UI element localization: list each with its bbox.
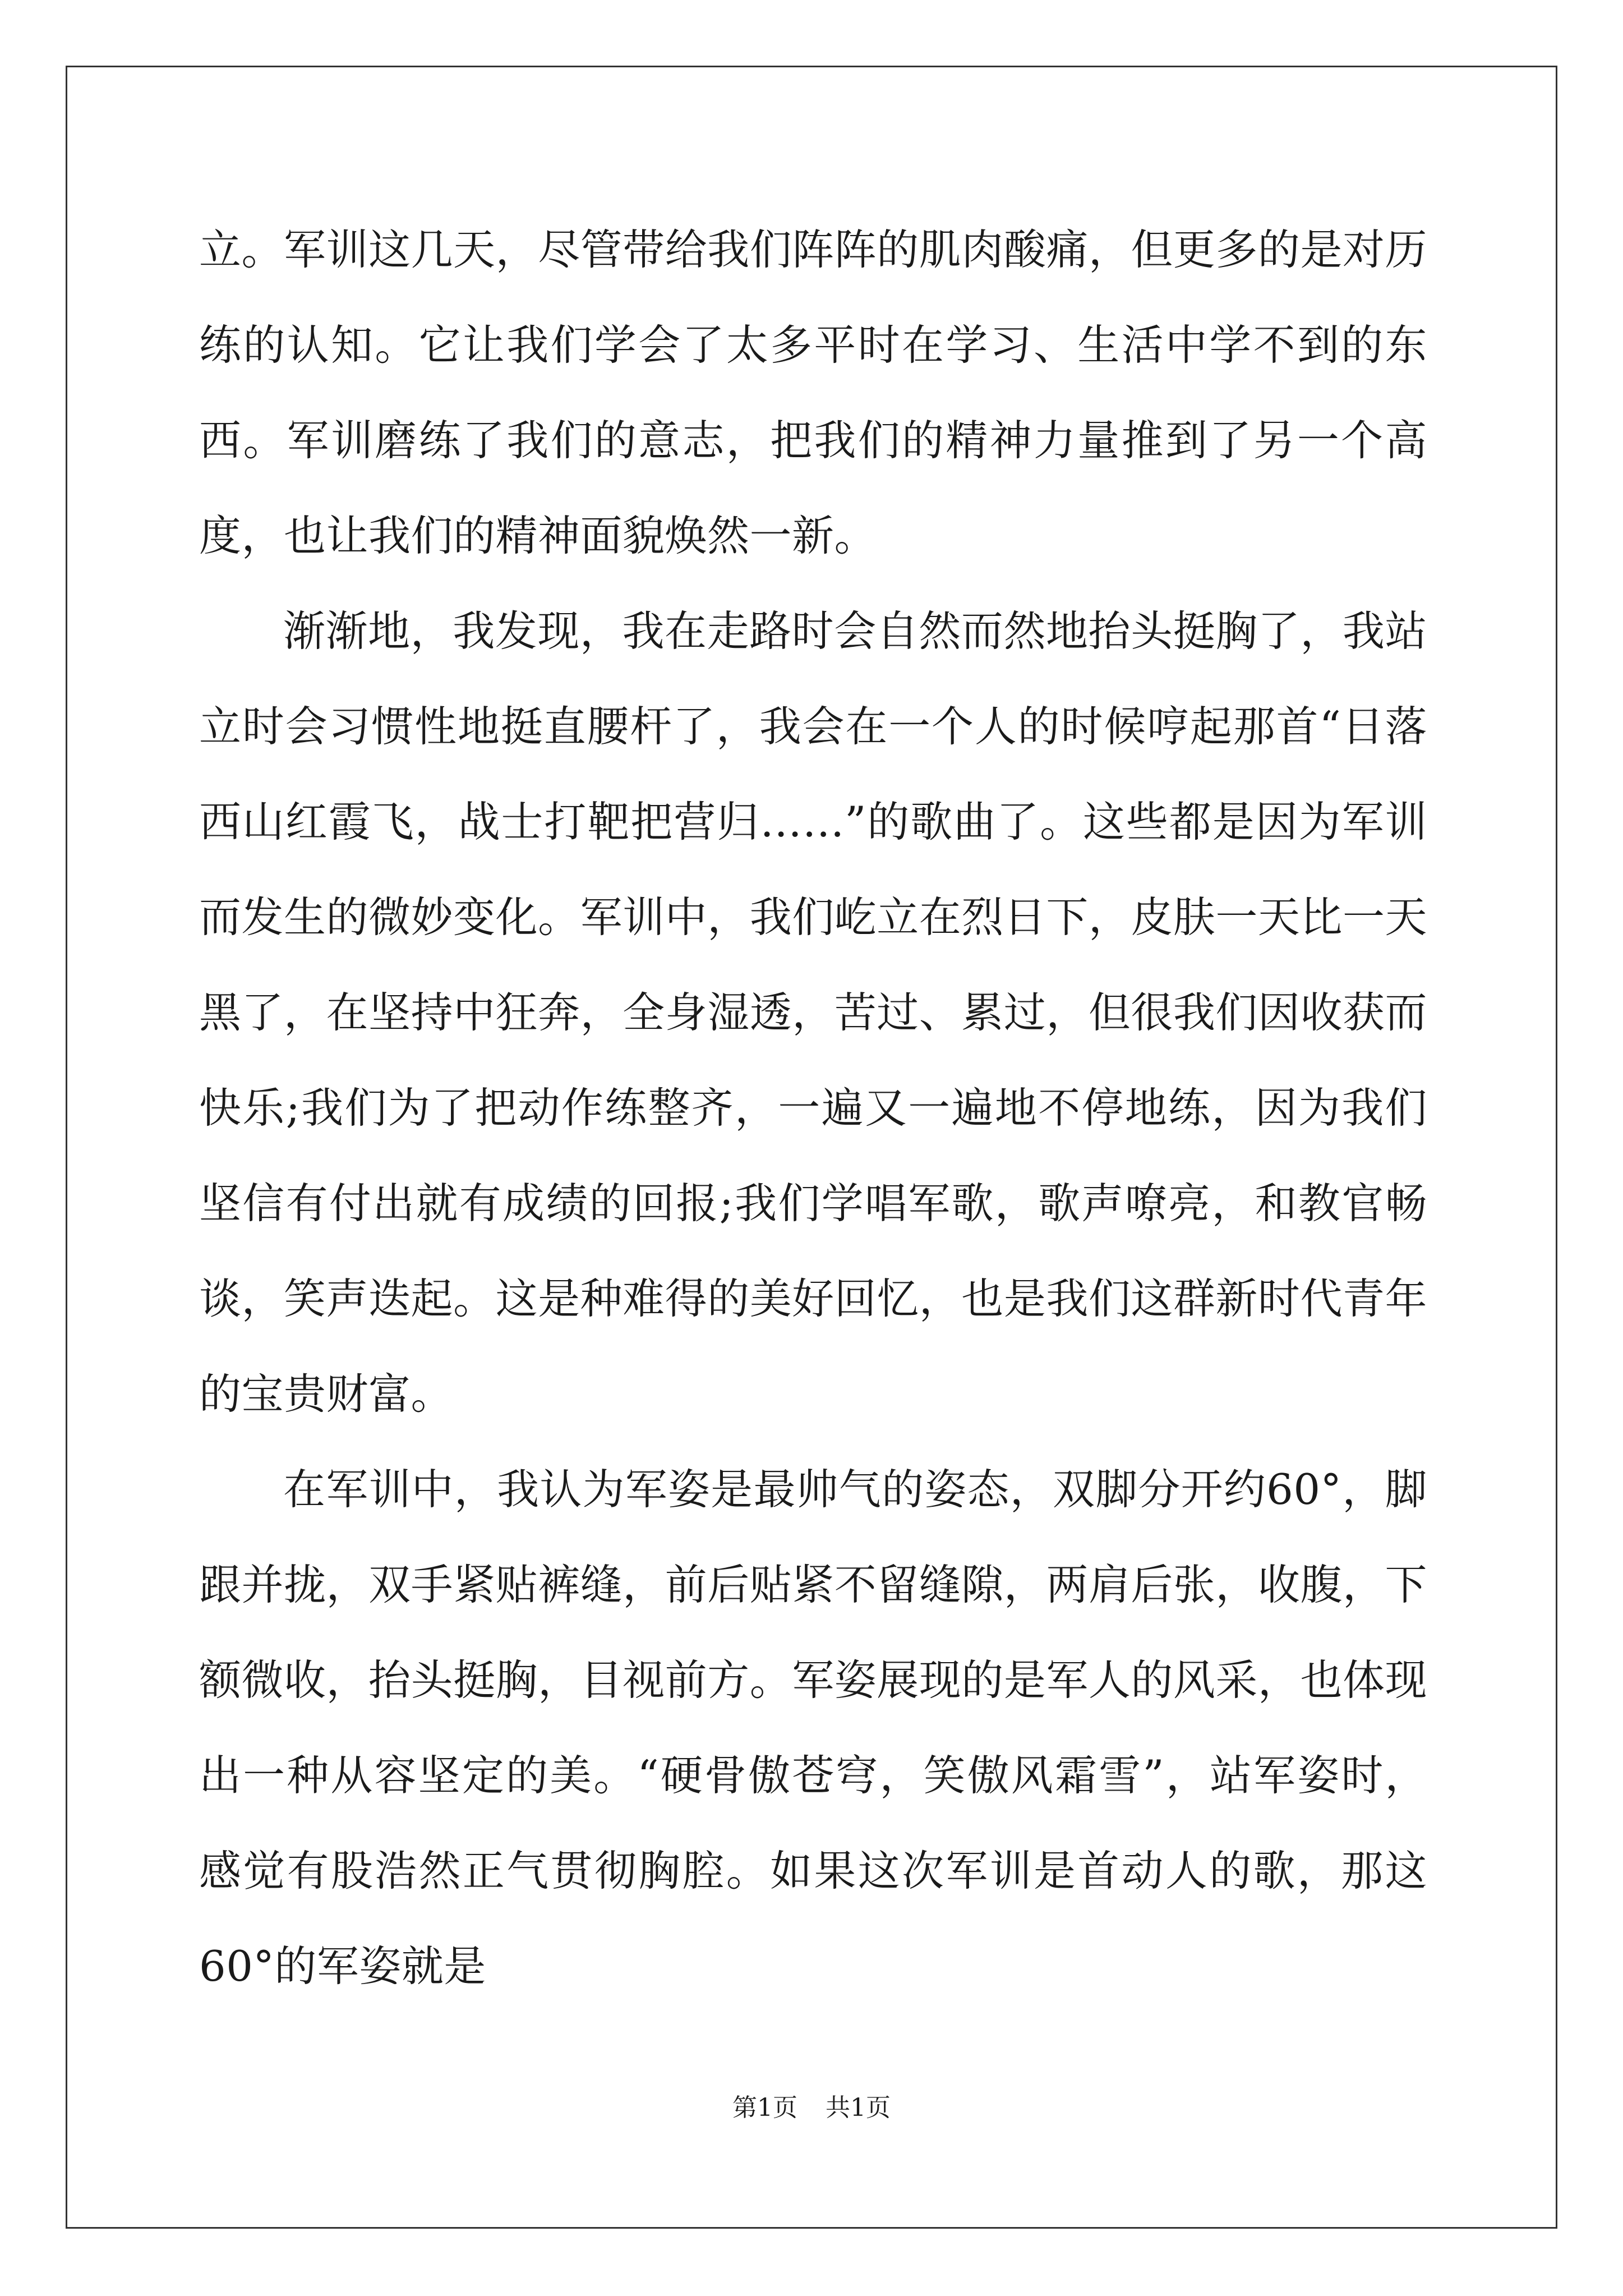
page-number-total: 共1页 xyxy=(826,2093,891,2122)
page-number-current: 第1页 xyxy=(732,2093,797,2122)
paragraph-2: 渐渐地，我发现，我在走路时会自然而然地抬头挺胸了，我站立时会习惯性地挺直腰杆了，我会在一个人的时候哼起那首“日落西山红霞飞，战士打靶把营归……”的歌曲了。这些都是因为军训而发生的微妙变化。军训中，我们屹立在烈日下，皮肤一天比一天黑了，在坚持中狂奔，全身湿透，苦过、累过，但很我们因收获而快乐;我们为了把动作练整齐，一遍又一遍地不停地练，因为我们坚信有付出就有成绩的回报;我们学唱军歌，歌声嘹亮，和教官畅谈，笑声迭起。这是种难得的美好回忆，也是我们这群新时代青年的宝贵财富。 xyxy=(199,606,1427,1419)
document-body xyxy=(199,202,1427,2014)
paragraph-1: 立。军训这几天，尽管带给我们阵阵的肌肉酸痛，但更多的是对历练的认知。它让我们学会了太多平时在学习、生活中学不到的东西。军训磨练了我们的意志，把我们的精神力量推到了另一个高度，也让我们的精神面貌焕然一新。 xyxy=(199,225,1427,560)
paragraph-3: 在军训中，我认为军姿是最帅气的姿态，双脚分开约60°，脚跟并拢，双手紧贴裤缝，前后贴紧不留缝隙，两肩后张，收腹，下额微收，抬头挺胸，目视前方。军姿展现的是军人的风采，也体现出一种从容坚定的美。“硬骨傲苍穹，笑傲风霜雪”，站军姿时，感觉有股浩然正气贯彻胸腔。如果这次军训是首动人的歌，那这60°的军姿就是 xyxy=(199,1465,1427,1991)
page-footer xyxy=(0,2091,1623,2125)
